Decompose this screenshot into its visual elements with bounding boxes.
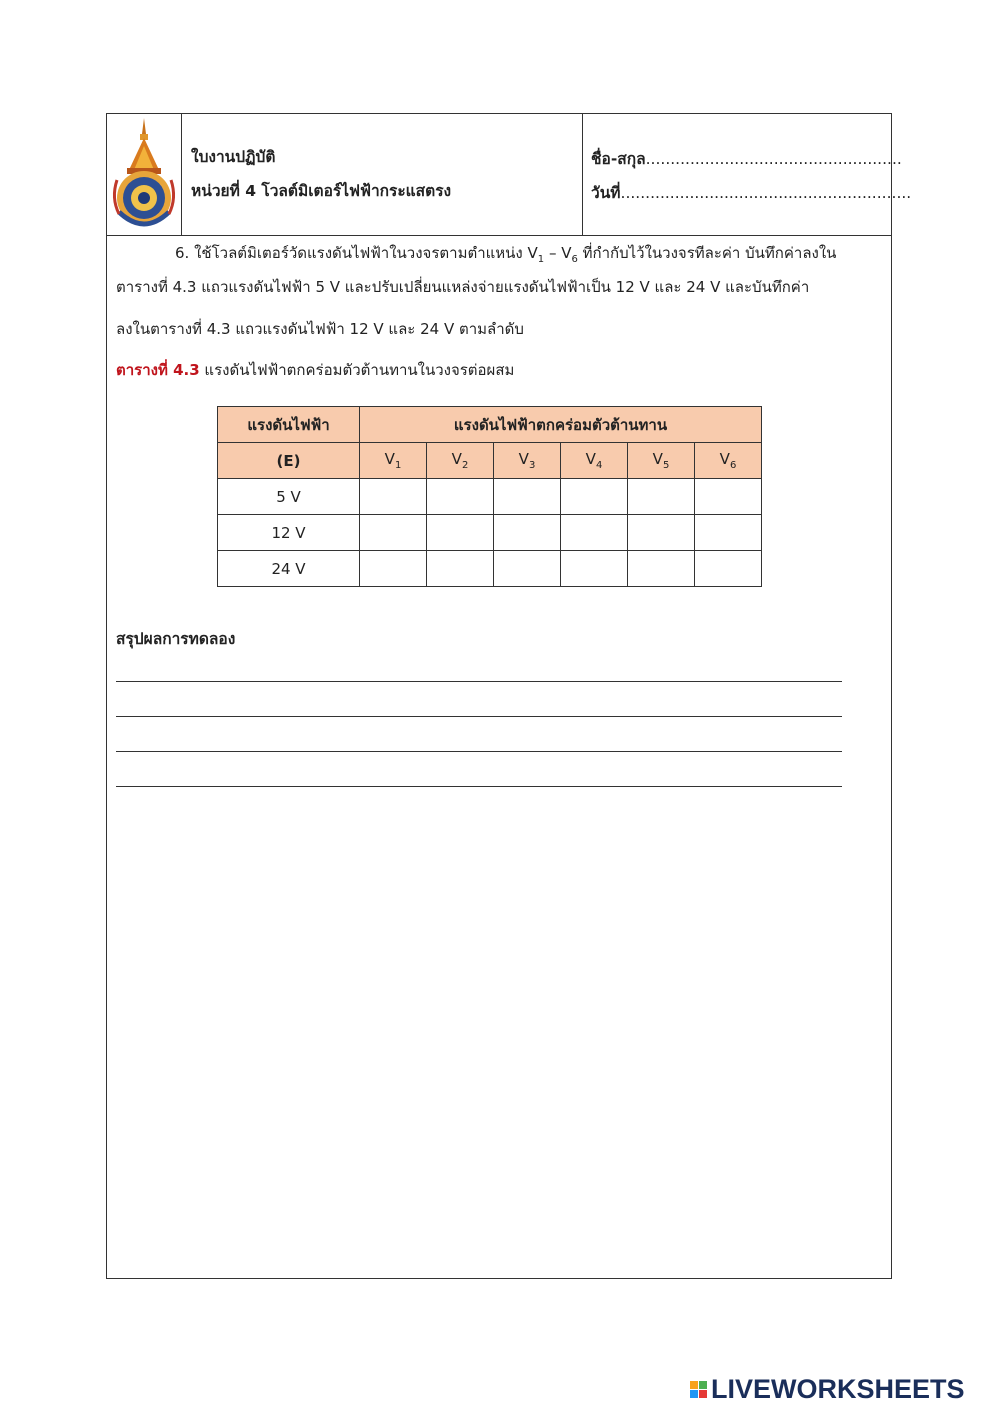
- header-voltage-drop: แรงดันไฟฟ้าตกคร่อมตัวต้านทาน: [360, 407, 762, 443]
- col-header-v4: $V_4$: [561, 443, 628, 479]
- answer-cell[interactable]: [360, 551, 427, 587]
- unit-title: หน่วยที่ 4 โวลต์มิเตอร์ไฟฟ้ากระแสตรง: [191, 182, 452, 200]
- answer-cell[interactable]: [628, 515, 695, 551]
- col-header-v6: $V_6$: [695, 443, 762, 479]
- table-row: [218, 515, 762, 551]
- name-field[interactable]: [591, 146, 902, 171]
- name-dots: ....................................................: [645, 150, 902, 168]
- answer-cell[interactable]: [561, 551, 628, 587]
- date-label: วันที่: [591, 184, 621, 202]
- col-header-v1: $V_1$: [360, 443, 427, 479]
- answer-cell[interactable]: [628, 479, 695, 515]
- answer-cell[interactable]: [494, 479, 561, 515]
- logo-square: [699, 1390, 707, 1398]
- worksheet-header: [107, 114, 912, 236]
- answer-cell[interactable]: [628, 551, 695, 587]
- date-field[interactable]: [591, 180, 911, 205]
- logo-square: [690, 1390, 698, 1398]
- summary-answer-line-4[interactable]: [116, 786, 842, 787]
- answer-cell[interactable]: [360, 479, 427, 515]
- answer-cell[interactable]: [561, 515, 628, 551]
- table-row: [218, 479, 762, 515]
- table-caption-text: แรงดันไฟฟ้าตกคร่อมตัวต้านทานในวงจรต่อผสม: [199, 361, 515, 379]
- answer-cell[interactable]: [494, 515, 561, 551]
- summary-answer-line-2[interactable]: [116, 716, 842, 717]
- answer-cell[interactable]: [695, 515, 762, 551]
- student-info-block: [583, 114, 912, 235]
- summary-heading: สรุปผลการทดลอง: [116, 630, 236, 648]
- liveworksheets-logo: [690, 1374, 965, 1404]
- table-caption-label: ตารางที่ 4.3: [116, 361, 200, 379]
- name-label: ชื่อ-สกุล: [591, 150, 646, 168]
- answer-cell[interactable]: [427, 515, 494, 551]
- university-emblem-icon: [107, 114, 182, 235]
- row-voltage: 12 V: [218, 515, 360, 551]
- answer-cell[interactable]: [494, 551, 561, 587]
- table-caption: [116, 358, 514, 382]
- answer-cell[interactable]: [427, 551, 494, 587]
- header-voltage-symbol: (E): [218, 443, 360, 479]
- summary-answer-line-3[interactable]: [116, 751, 842, 752]
- answer-cell[interactable]: [561, 479, 628, 515]
- summary-answer-line-1[interactable]: [116, 681, 842, 682]
- logo-square: [690, 1381, 698, 1389]
- answer-cell[interactable]: [695, 551, 762, 587]
- date-dots: ...........................................................: [620, 184, 912, 202]
- col-header-v2: $V_2$: [427, 443, 494, 479]
- row-voltage: 5 V: [218, 479, 360, 515]
- answer-cell[interactable]: [695, 479, 762, 515]
- worksheet-type: ใบงานปฏิบัติ: [191, 148, 276, 166]
- answer-cell[interactable]: [427, 479, 494, 515]
- instruction-line-1: 6. ใช้โวลต์มิเตอร์วัดแรงดันไฟฟ้าในวงจรตามตำแหน่ง $V_1 - V_6$ ที่กำกับไว้ในวงจรทีละค่า บันทึกค่าลงใน: [175, 244, 837, 265]
- col-header-v5: $V_5$: [628, 443, 695, 479]
- worksheet-title-block: [182, 114, 583, 235]
- logo-square: [699, 1381, 707, 1389]
- liveworksheets-icon: [690, 1381, 707, 1398]
- university-logo: [107, 114, 182, 235]
- answer-cell[interactable]: [360, 515, 427, 551]
- row-voltage: 24 V: [218, 551, 360, 587]
- table-row: [218, 551, 762, 587]
- brand-text: LIVEWORKSHEETS: [711, 1373, 965, 1404]
- instruction-line-2: ตารางที่ 4.3 แถวแรงดันไฟฟ้า 5 V และปรับเปลี่ยนแหล่งจ่ายแรงดันไฟฟ้าเป็น 12 V และ 24 V และบันทึกค่า: [116, 278, 810, 296]
- voltage-drop-table: [217, 406, 762, 587]
- header-voltage: แรงดันไฟฟ้า: [218, 407, 360, 443]
- col-header-v3: $V_3$: [494, 443, 561, 479]
- worksheet-frame: [106, 113, 912, 1279]
- instruction-line-3: ลงในตารางที่ 4.3 แถวแรงดันไฟฟ้า 12 V และ 24 V ตามลำดับ: [116, 320, 524, 338]
